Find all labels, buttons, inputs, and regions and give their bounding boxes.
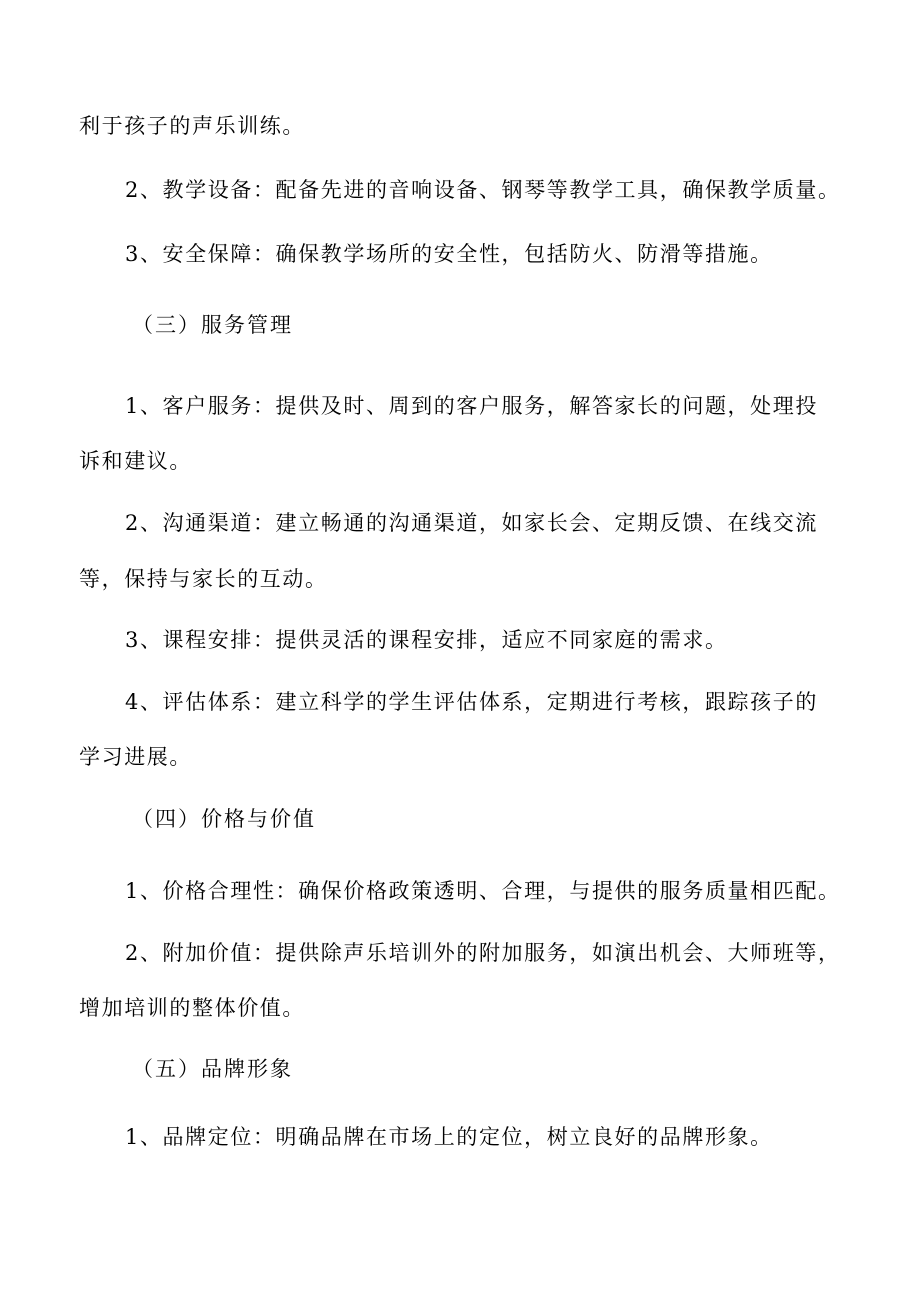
paragraph-line: 学习进展。 [79, 745, 192, 769]
paragraph-line: 利于孩子的声乐训练。 [79, 114, 305, 138]
paragraph-line: 2、附加价值：提供除声乐培训外的附加服务，如演出机会、大师班等， [125, 941, 841, 965]
paragraph-line: 1、价格合理性：确保价格政策透明、合理，与提供的服务质量相匹配。 [125, 879, 841, 903]
paragraph-line: 4、评估体系：建立科学的学生评估体系，定期进行考核，跟踪孩子的 [125, 690, 818, 714]
paragraph-line: 增加培训的整体价值。 [79, 996, 305, 1020]
paragraph-line: 3、课程安排：提供灵活的课程安排，适应不同家庭的需求。 [125, 628, 728, 652]
paragraph-line: 3、安全保障：确保教学场所的安全性，包括防火、防滑等措施。 [125, 242, 773, 266]
paragraph-line: 1、品牌定位：明确品牌在市场上的定位，树立良好的品牌形象。 [125, 1125, 773, 1149]
paragraph-line: 2、沟通渠道：建立畅通的沟通渠道，如家长会、定期反馈、在线交流 [125, 511, 818, 535]
paragraph-line: 1、客户服务：提供及时、周到的客户服务，解答家长的问题，处理投 [125, 394, 818, 418]
paragraph-line: 诉和建议。 [79, 449, 192, 473]
section-heading: （五）品牌形象 [132, 1057, 293, 1081]
section-heading: （三）服务管理 [132, 313, 293, 337]
section-heading: （四）价格与价值 [132, 807, 316, 831]
paragraph-line: 2、教学设备：配备先进的音响设备、钢琴等教学工具，确保教学质量。 [125, 178, 841, 202]
paragraph-line: 等，保持与家长的互动。 [79, 567, 328, 591]
